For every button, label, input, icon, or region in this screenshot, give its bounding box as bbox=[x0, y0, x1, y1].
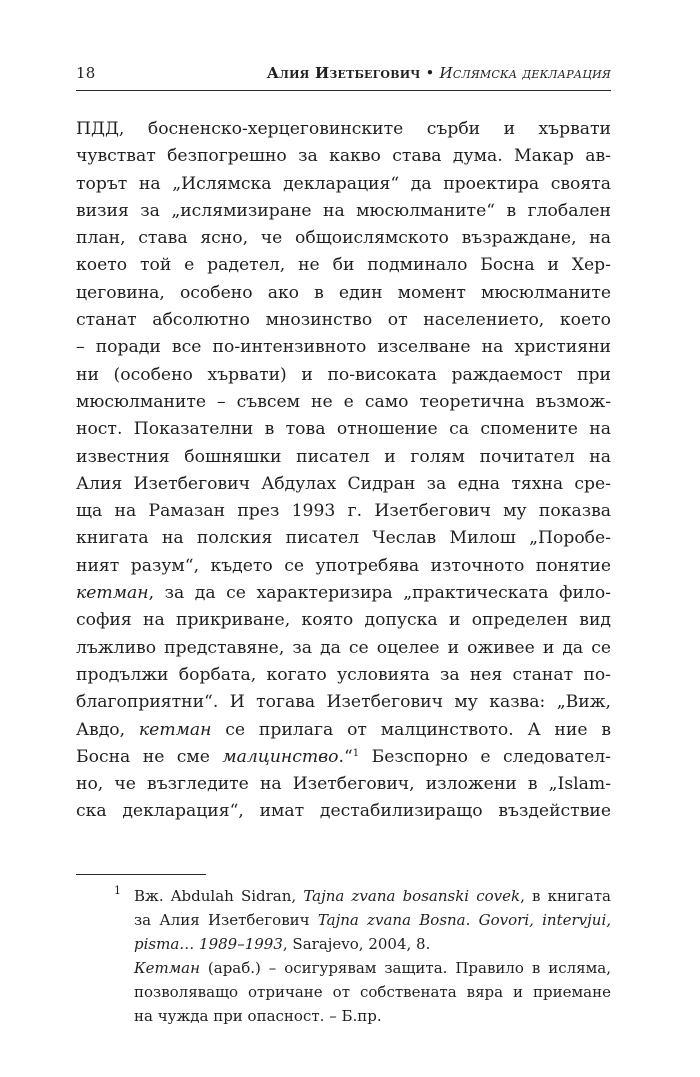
text-run: ща на Рамазан през 1993 г. Изетбегович му показва bbox=[76, 501, 611, 522]
running-head-author: Алия Изетбегович bbox=[266, 64, 421, 82]
text-run: , Sarajevo, 2004, 8. bbox=[282, 935, 431, 953]
text-run: ПДД, босненско-херцеговинските сърби и хървати bbox=[76, 119, 611, 139]
text-run: план, става ясно, че общоислямското възраждане, на bbox=[76, 228, 611, 249]
text-run: станат абсолютно мнозинство от населението, което bbox=[76, 310, 611, 331]
text-line bbox=[76, 771, 611, 798]
text-line bbox=[76, 334, 611, 361]
text-line bbox=[76, 525, 611, 552]
text-run: се прилага от малцинството. А ние в bbox=[211, 719, 611, 740]
text-line bbox=[76, 553, 611, 580]
body-text bbox=[76, 116, 611, 826]
text-run: софия на прикриване, която допуска и определен вид bbox=[76, 610, 611, 631]
text-line bbox=[76, 362, 611, 389]
text-line bbox=[76, 389, 611, 416]
text-run: Безспорно е следовател- bbox=[359, 746, 611, 767]
text-run: .“ bbox=[338, 746, 353, 767]
text-run: торът на „Ислямска декларация“ да проектира своята bbox=[76, 173, 611, 194]
text-run: , за да се характеризира „практическата фило- bbox=[148, 583, 611, 604]
text-line bbox=[76, 498, 611, 525]
header-rule bbox=[76, 90, 611, 91]
text-run: на чужда при опасност. – Б.пр. bbox=[134, 1007, 382, 1025]
footnote-line bbox=[100, 884, 611, 908]
running-header bbox=[76, 64, 611, 88]
text-run: (араб.) – осигурявам защита. Правило в исляма, bbox=[199, 959, 611, 977]
footnote-line bbox=[100, 908, 611, 932]
text-run: – поради все по-интензивното изселване на християни bbox=[76, 337, 611, 358]
text-run: ска декларация“, имат дестабилизиращо въздействие bbox=[76, 801, 611, 822]
text-run: книгата на полския писател Чеслав Милош „Поробе- bbox=[76, 528, 611, 549]
footnote-rule bbox=[76, 874, 206, 875]
text-line bbox=[76, 307, 611, 334]
text-line bbox=[76, 662, 611, 689]
text-run: продължи борбата, когато условията за нея станат по- bbox=[76, 664, 611, 685]
text-line bbox=[76, 635, 611, 662]
text-run: Алия Изетбегович Абдулах Сидран за една тяхна сре- bbox=[76, 473, 611, 494]
text-line bbox=[76, 444, 611, 471]
footnote-line bbox=[100, 956, 611, 980]
footnote-marker: 1 bbox=[114, 884, 121, 897]
text-run: за Алия Изетбегович bbox=[134, 911, 318, 929]
text-run: визия за „ислямизиране на мюсюлманите“ в глобален bbox=[76, 200, 611, 221]
text-run: позволяващо отричане от собствената вяра и приемане bbox=[134, 983, 611, 1001]
text-line bbox=[76, 580, 611, 607]
text-line bbox=[76, 225, 611, 252]
text-line bbox=[76, 471, 611, 498]
footnote-reference: 1 bbox=[352, 747, 360, 759]
text-run: но, че възгледите на Изетбегович, изложени в „Islam- bbox=[76, 774, 611, 795]
text-run: , в книгата bbox=[520, 887, 611, 905]
italic-text: Tajna zvana Bosna. Govori, intervjui, bbox=[317, 911, 612, 929]
text-run: чувстват безпогрешно за какво става дума. Макар ав- bbox=[76, 146, 611, 167]
text-run: което той е радетел, не би подминало Босна и Хер- bbox=[76, 255, 611, 276]
footnote bbox=[100, 884, 611, 1028]
italic-text: малцинство bbox=[222, 746, 339, 767]
text-run: ни (особено хървати) и по-високата раждаемост при bbox=[76, 364, 611, 385]
text-line bbox=[76, 116, 611, 143]
text-line bbox=[76, 252, 611, 279]
text-run: Вж. Abdulah Sidran, bbox=[134, 887, 304, 905]
text-run: благоприятни“. И тогава Изетбегович му казва: „Виж, bbox=[76, 692, 611, 713]
page-number: 18 bbox=[76, 64, 96, 82]
running-head-separator: • bbox=[420, 64, 440, 82]
italic-text: кетман bbox=[76, 583, 149, 604]
text-run: мюсюлманите – съвсем не е само теоретична възмож- bbox=[76, 391, 611, 412]
text-run: лъжливо представяне, за да се оцелее и оживее и да се bbox=[76, 637, 611, 658]
italic-text: pisma… 1989–1993 bbox=[134, 935, 283, 953]
running-head-book-title: Ислямска декларация bbox=[439, 64, 611, 82]
italic-text: Tajna zvana bosanski covek bbox=[303, 887, 521, 905]
text-line bbox=[76, 798, 611, 825]
running-head-title bbox=[267, 64, 611, 82]
text-run: известния бошняшки писател и голям почитател на bbox=[76, 446, 611, 467]
footnote-line bbox=[100, 1004, 611, 1028]
italic-text: кетман bbox=[138, 719, 212, 740]
text-line bbox=[76, 280, 611, 307]
text-line bbox=[76, 416, 611, 443]
text-run: ност. Показателни в това отношение са спомените на bbox=[76, 419, 611, 440]
text-line bbox=[76, 607, 611, 634]
text-run: ният разум“, където се употребява източното понятие bbox=[76, 555, 611, 576]
text-line bbox=[76, 198, 611, 225]
footnote-line bbox=[100, 932, 611, 956]
italic-text: Кетман bbox=[134, 959, 200, 977]
text-line bbox=[76, 717, 611, 744]
text-run: Босна не сме bbox=[76, 746, 223, 767]
footnote-line bbox=[100, 980, 611, 1004]
text-line bbox=[76, 689, 611, 716]
text-run: цеговина, особено ако в един момент мюсюлманите bbox=[76, 282, 611, 303]
text-line bbox=[76, 744, 611, 771]
text-line bbox=[76, 171, 611, 198]
text-run: Авдо, bbox=[76, 719, 139, 740]
text-line bbox=[76, 143, 611, 170]
